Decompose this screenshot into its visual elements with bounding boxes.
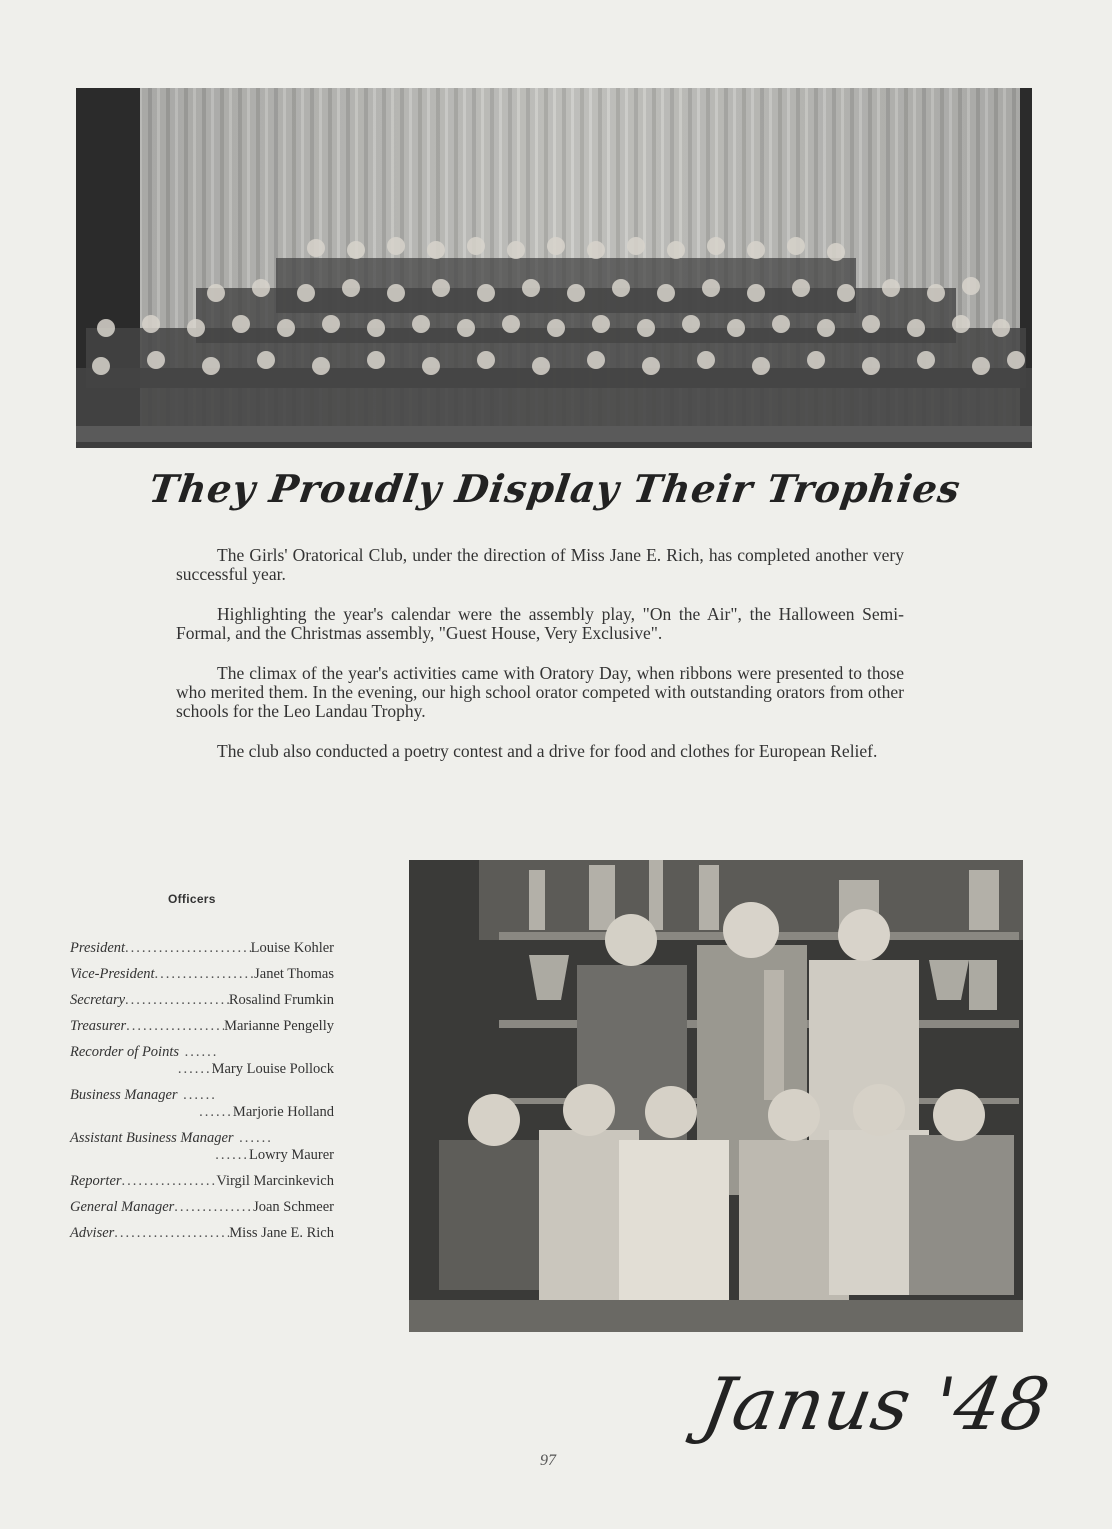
officer-role: Business Manager ...... — [70, 1087, 334, 1104]
group-photo-image — [76, 88, 1032, 442]
officer-role: Recorder of Points ...... — [70, 1044, 334, 1061]
officers-photo — [409, 860, 1023, 1332]
page-headline: They Proudly Display Their Trophies — [146, 466, 964, 511]
officer-role: Reporter — [70, 1173, 122, 1189]
page-number: 97 — [540, 1452, 556, 1469]
paragraph-2: Highlighting the year's calendar were the assembly play, "On the Air", the Halloween Semi-Formal, and the Christmas assembly, "Guest House, Very Exclusive". — [176, 604, 904, 643]
officer-name: Louise Kohler — [250, 940, 334, 956]
officer-role: Assistant Business Manager ...... — [70, 1130, 334, 1147]
paragraph-1: The Girls' Oratorical Club, under the direction of Miss Jane E. Rich, has completed another very successful year. — [176, 545, 904, 584]
article-body — [176, 546, 904, 782]
janus-signature: Janus '48 — [696, 1362, 1057, 1446]
officer-president — [70, 940, 334, 957]
officers-photo-image — [409, 860, 1023, 1332]
officer-role: Adviser — [70, 1225, 115, 1241]
officer-general-manager — [70, 1199, 334, 1216]
officer-secretary — [70, 992, 334, 1009]
officer-treasurer — [70, 1018, 334, 1035]
officer-name: Marianne Pengelly — [224, 1018, 334, 1034]
paragraph-3: The climax of the year's activities came with Oratory Day, when ribbons were presented to those who merited them. In the evening, our high school orator competed with outstanding orators from other schools for the Leo Landau Trophy. — [176, 663, 904, 721]
officer-recorder — [70, 1044, 334, 1078]
officer-role: General Manager — [70, 1199, 175, 1215]
officers-list — [70, 940, 334, 1251]
officer-name: Miss Jane E. Rich — [229, 1225, 334, 1241]
officer-name: Lowry Maurer — [249, 1147, 334, 1163]
officer-name: Joan Schmeer — [253, 1199, 334, 1215]
paragraph-4: The club also conducted a poetry contest and a drive for food and clothes for European Relief. — [217, 741, 878, 761]
officer-adviser — [70, 1225, 334, 1242]
officer-name: Rosalind Frumkin — [228, 992, 334, 1008]
officers-title: Officers — [168, 892, 216, 906]
officer-role: Vice-President — [70, 966, 155, 982]
officer-role: Secretary — [70, 992, 126, 1008]
officer-name: Virgil Marcinkevich — [216, 1173, 334, 1189]
group-photo — [76, 88, 1032, 448]
officer-name: Marjorie Holland — [232, 1104, 334, 1120]
officer-vice-president — [70, 966, 334, 983]
officer-business-manager — [70, 1087, 334, 1121]
officer-name: Mary Louise Pollock — [211, 1061, 334, 1077]
officer-role: President — [70, 940, 126, 956]
officer-role: Treasurer — [70, 1018, 127, 1034]
officer-assistant-business-manager — [70, 1130, 334, 1164]
officer-name: Janet Thomas — [254, 966, 334, 982]
officer-reporter — [70, 1173, 334, 1190]
